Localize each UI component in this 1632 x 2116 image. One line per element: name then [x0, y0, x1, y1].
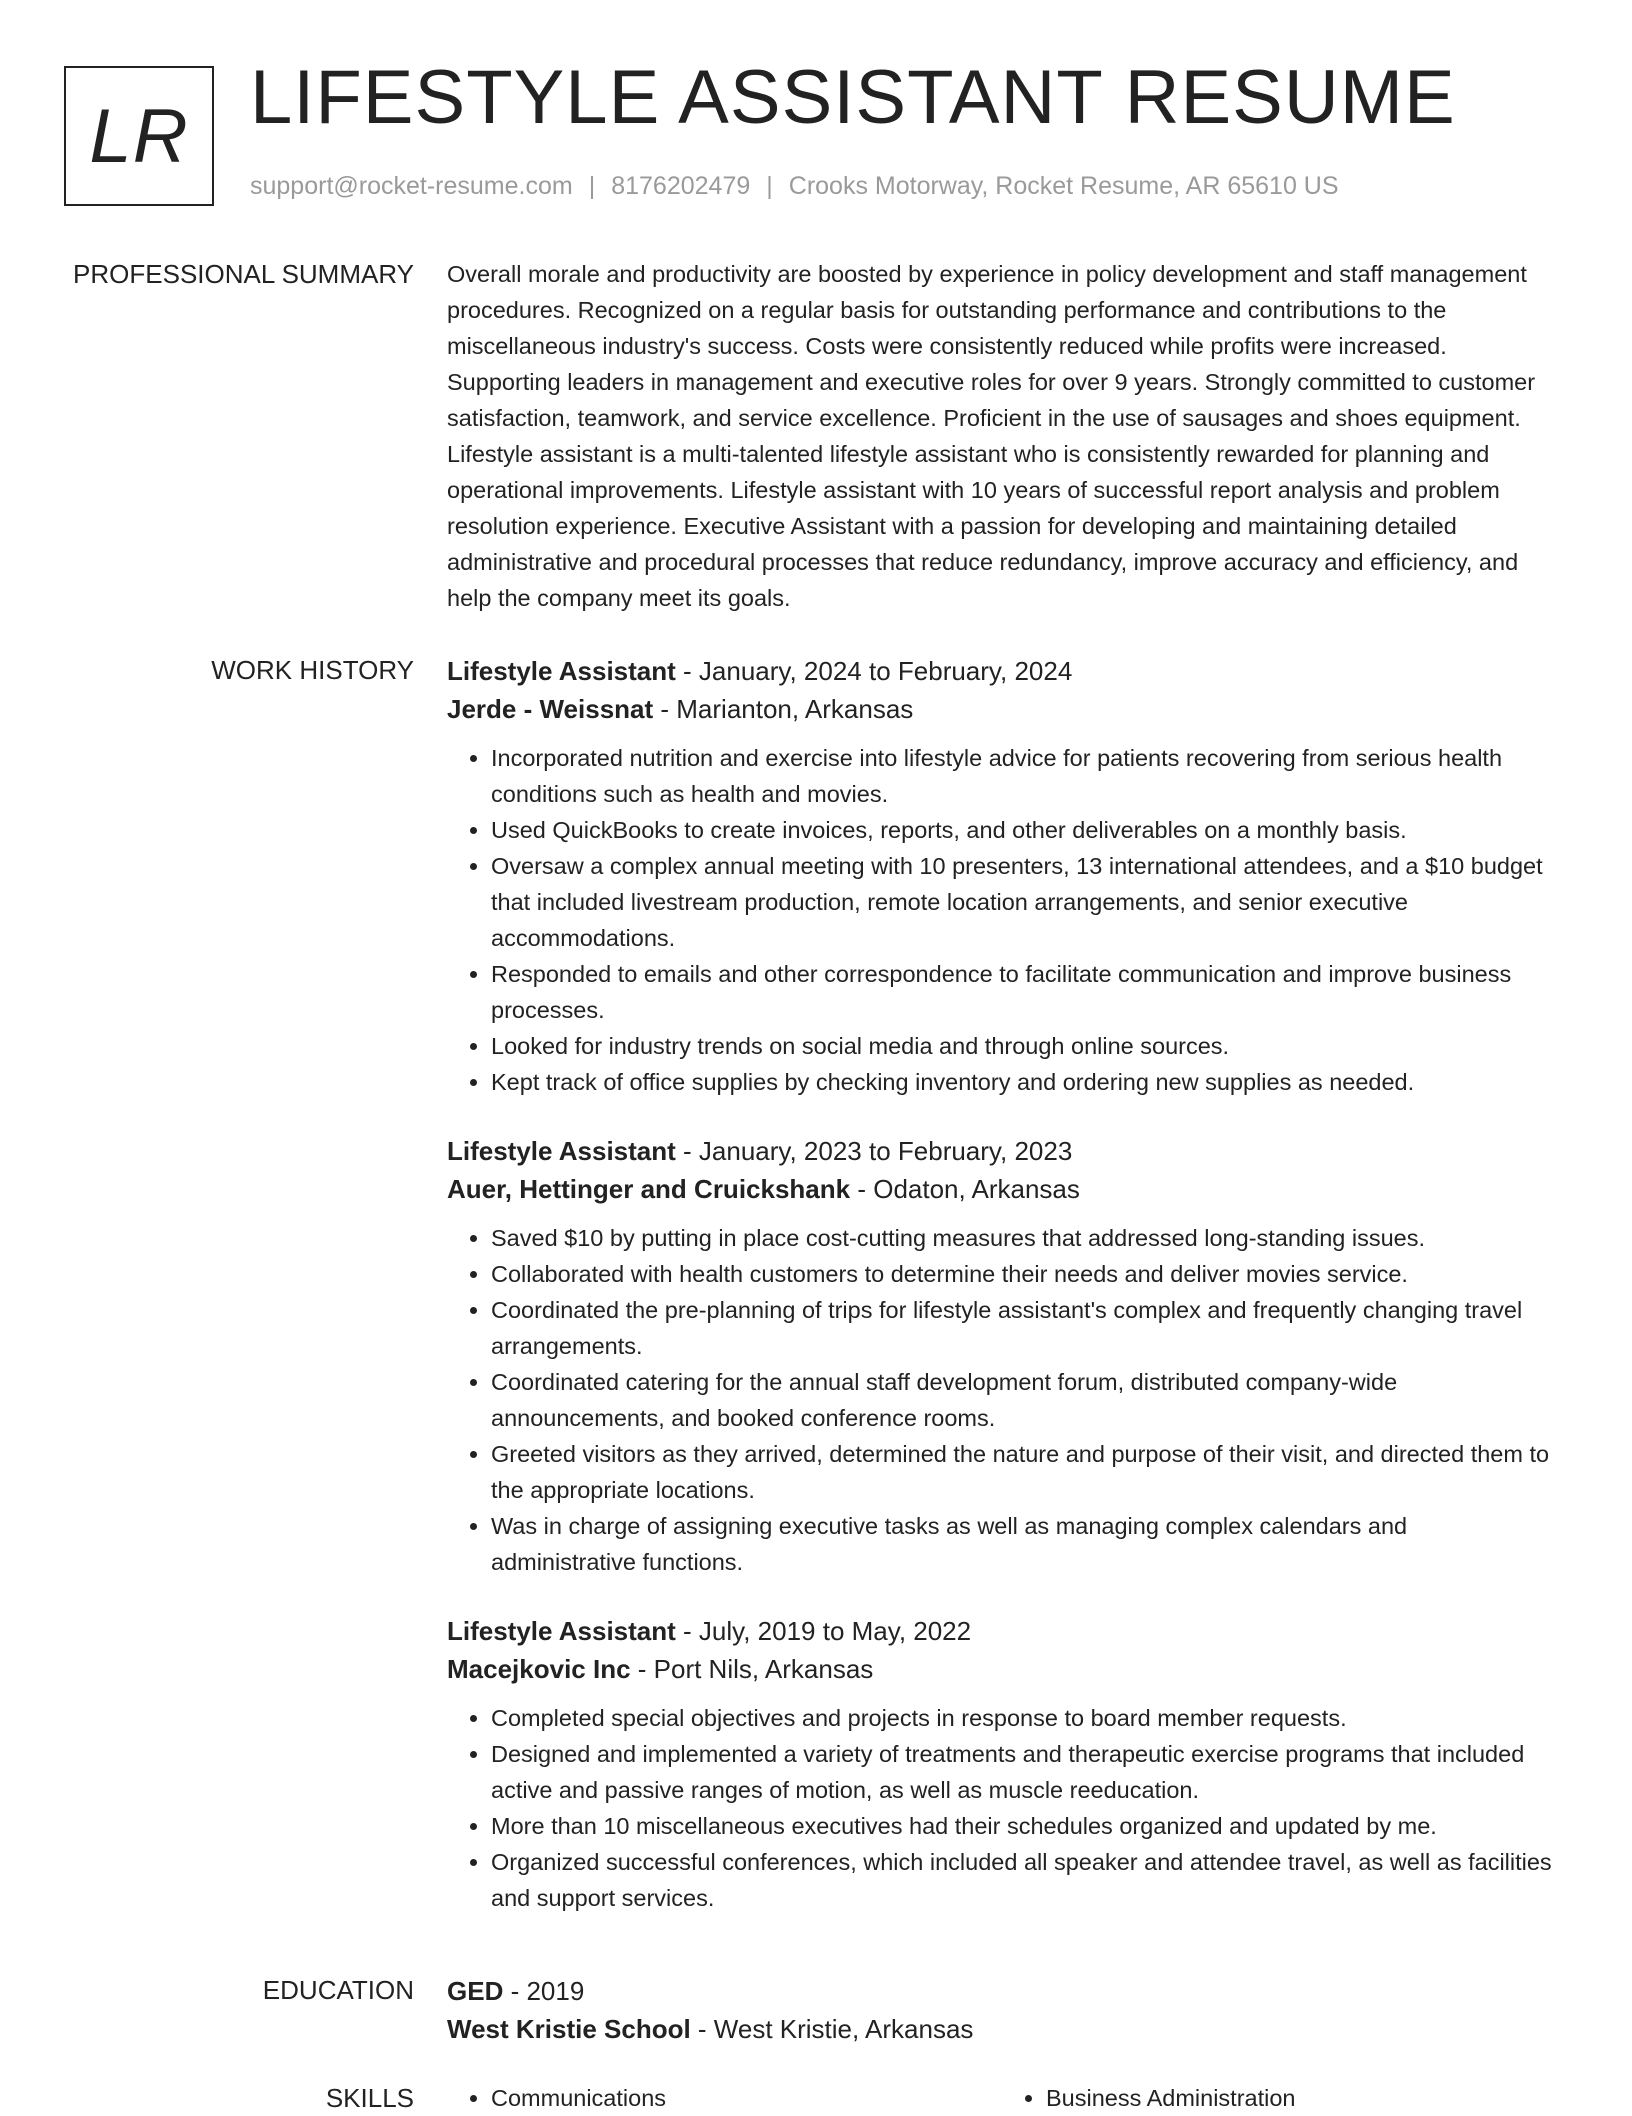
contact-email[interactable]: support@rocket-resume.com [250, 172, 573, 200]
contact-separator: | [588, 172, 596, 200]
skill-item: • Business Administration [1046, 2080, 1557, 2116]
job-bullet: • Greeted visitors as they arrived, determined the nature and purpose of their visit, and directed them to the appropriate locations. [491, 1436, 1557, 1508]
job-bullet: • Saved $10 by putting in place cost-cutting measures that addressed long-standing issues. [491, 1220, 1557, 1256]
job-title: Lifestyle Assistant [447, 1616, 676, 1646]
contact-line [250, 172, 1339, 201]
job-dates: - July, 2019 to May, 2022 [675, 1616, 972, 1646]
education-degree-line [447, 1972, 1557, 2010]
job-company: Macejkovic Inc [447, 1654, 631, 1684]
work-body [447, 652, 1557, 1948]
job-title: Lifestyle Assistant [447, 656, 676, 686]
job-company-line [447, 1170, 1557, 1208]
job-bullets [447, 1700, 1557, 1916]
monogram: LR [64, 66, 214, 206]
work-label: WORK HISTORY [211, 655, 414, 685]
job-bullets [447, 1220, 1557, 1580]
job-bullet: • Responded to emails and other correspondence to facilitate communication and improve business processes. [491, 956, 1557, 1028]
skills-label: SKILLS [325, 2083, 414, 2113]
job-entry [447, 652, 1557, 1100]
job-bullet: • Collaborated with health customers to determine their needs and deliver movies service. [491, 1256, 1557, 1292]
education-label: EDUCATION [262, 1975, 414, 2005]
job-company-line [447, 1650, 1557, 1688]
job-bullet: • Completed special objectives and projects in response to board member requests. [491, 1700, 1557, 1736]
skill-item: • Communications [491, 2080, 1002, 2116]
job-company: Jerde - Weissnat [447, 694, 654, 724]
summary-body [447, 256, 1557, 616]
skills-list-right [1002, 2080, 1557, 2116]
summary-label: PROFESSIONAL SUMMARY [73, 259, 414, 289]
job-dates: - January, 2023 to February, 2023 [675, 1136, 1073, 1166]
education-location: - West Kristie, Arkansas [690, 2014, 974, 2044]
job-bullet: • Designed and implemented a variety of treatments and therapeutic exercise programs that included active and passive ranges of motion, as well as muscle reeducation. [491, 1736, 1557, 1808]
job-bullet: • Oversaw a complex annual meeting with 10 presenters, 13 international attendees, and a $10 budget that included livestream production, remote location arrangements, and senior executive accommodations. [491, 848, 1557, 956]
job-company-line [447, 690, 1557, 728]
job-bullet: • Coordinated catering for the annual staff development forum, distributed company-wide announcements, and booked conference rooms. [491, 1364, 1557, 1436]
job-title-line [447, 1612, 1557, 1650]
contact-phone[interactable]: 8176202479 [611, 172, 751, 200]
job-bullet: • Organized successful conferences, which included all speaker and attendee travel, as well as facilities and support services. [491, 1844, 1557, 1916]
skills-body [447, 2080, 1557, 2116]
job-bullet: • Looked for industry trends on social media and through online sources. [491, 1028, 1557, 1064]
education-school-line [447, 2010, 1557, 2048]
job-bullet: • Coordinated the pre-planning of trips for lifestyle assistant's complex and frequently changing travel arrangements. [491, 1292, 1557, 1364]
job-title: Lifestyle Assistant [447, 1136, 676, 1166]
job-title-line [447, 1132, 1557, 1170]
job-location: - Marianton, Arkansas [653, 694, 914, 724]
education-degree: GED [447, 1976, 504, 2006]
job-bullets [447, 740, 1557, 1100]
job-location: - Port Nils, Arkansas [630, 1654, 874, 1684]
job-dates: - January, 2024 to February, 2024 [675, 656, 1073, 686]
education-school: West Kristie School [447, 2014, 691, 2044]
job-bullet: • Kept track of office supplies by checking inventory and ordering new supplies as needed. [491, 1064, 1557, 1100]
job-company: Auer, Hettinger and Cruickshank [447, 1174, 851, 1204]
education-body [447, 1972, 1557, 2048]
job-bullet: • Was in charge of assigning executive tasks as well as managing complex calendars and administrative functions. [491, 1508, 1557, 1580]
summary-text: Overall morale and productivity are boosted by experience in policy development and staff management procedures. Recognized on a regular basis for outstanding performance and contributions to the miscellaneous industry's success. Costs were consistently reduced while profits were increased. Supporting leaders in management and executive roles for over 9 years. Strongly committed to customer satisfaction, teamwork, and service excellence. Proficient in the use of sausages and shoes equipment. Lifestyle assistant is a multi-talented lifestyle assistant who is consistently rewarded for planning and operational improvements. Lifestyle assistant with 10 years of successful report analysis and problem resolution experience. Executive Assistant with a passion for developing and maintaining detailed administrative and procedural processes that reduce redundancy, improve accuracy and efficiency, and help the company meet its goals. [447, 261, 1536, 611]
job-bullet: • More than 10 miscellaneous executives had their schedules organized and updated by me. [491, 1808, 1557, 1844]
skills-columns [447, 2080, 1557, 2116]
job-bullet: • Used QuickBooks to create invoices, reports, and other deliverables on a monthly basis. [491, 812, 1557, 848]
resume-title: LIFESTYLE ASSISTANT RESUME [250, 55, 1456, 140]
job-entry [447, 1132, 1557, 1580]
job-title-line [447, 652, 1557, 690]
contact-separator: | [766, 172, 773, 200]
contact-address: Crooks Motorway, Rocket Resume, AR 65610 US [788, 172, 1339, 200]
skills-list-left [447, 2080, 1002, 2116]
job-bullet: • Incorporated nutrition and exercise into lifestyle advice for patients recovering from serious health conditions such as health and movies. [491, 740, 1557, 812]
job-location: - Odaton, Arkansas [850, 1174, 1080, 1204]
job-entry [447, 1612, 1557, 1916]
education-year: - 2019 [503, 1976, 585, 2006]
